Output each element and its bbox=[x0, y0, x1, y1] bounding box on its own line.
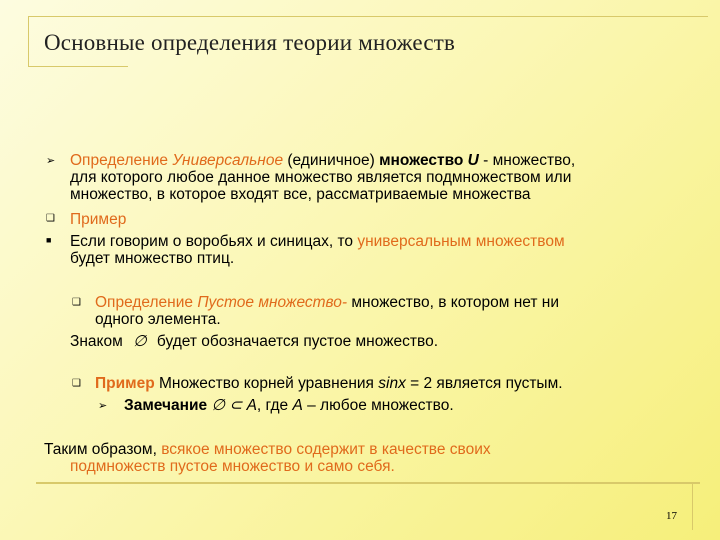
empty-rest: множество, в котором нет ни bbox=[347, 294, 560, 311]
hollow-square-bullet-icon: ❑ bbox=[72, 378, 81, 389]
universal-line2: для которого любое данное множество является подмножеством или bbox=[70, 168, 572, 186]
arrow-bullet-icon: ➢ bbox=[46, 155, 56, 167]
conclusion-start: Таким образом, bbox=[44, 441, 162, 458]
definition-label: Определение bbox=[70, 152, 169, 169]
empty-set-symbol: ∅ bbox=[133, 333, 147, 350]
remark-rest: , где bbox=[256, 397, 293, 414]
sign-start: Знаком bbox=[70, 333, 123, 350]
example-birds bbox=[70, 234, 700, 268]
empty-line2: одного элемента. bbox=[95, 310, 221, 328]
universal-term: Универсальное bbox=[172, 152, 284, 169]
set-word: множество bbox=[379, 152, 464, 169]
bottom-rule bbox=[36, 482, 700, 484]
birds-start: Если говорим о воробьях и синицах, то bbox=[70, 233, 358, 250]
remark-formula: ∅ ⊂ A bbox=[207, 397, 257, 414]
conclusion-highlight-2: подмножеств пустое множество и само себя. bbox=[70, 457, 395, 475]
example-label-1: Пример bbox=[70, 211, 127, 228]
title-underline bbox=[28, 66, 128, 67]
birds-line2: будет множество птиц. bbox=[70, 249, 235, 267]
universal-line3: множество, в которое входят все, рассматриваемые множества bbox=[70, 185, 531, 203]
page-number: 17 bbox=[666, 510, 677, 522]
filled-square-bullet-icon: ■ bbox=[46, 235, 52, 245]
sinx-term: sinx bbox=[378, 375, 406, 392]
arrow-bullet-icon: ➢ bbox=[98, 400, 108, 412]
universal-mid: (единичное) bbox=[283, 152, 380, 169]
right-rule bbox=[692, 482, 693, 530]
top-rule bbox=[28, 16, 708, 17]
u-symbol: U bbox=[463, 152, 479, 169]
example-text: Множество корней уравнения bbox=[154, 375, 379, 392]
definition-universal bbox=[70, 153, 700, 203]
conclusion bbox=[44, 442, 684, 476]
hollow-square-bullet-icon: ❑ bbox=[72, 297, 81, 308]
remark-end: – любое множество. bbox=[302, 397, 454, 414]
empty-sign-line bbox=[70, 334, 438, 351]
remark-a: A bbox=[292, 397, 303, 414]
left-rule bbox=[28, 16, 29, 66]
empty-set-term: Пустое множество- bbox=[197, 294, 348, 311]
hollow-square-bullet-icon: ❑ bbox=[46, 213, 55, 224]
definition-label-2: Определение bbox=[95, 294, 194, 311]
universal-rest: - множество, bbox=[478, 152, 576, 169]
definition-empty bbox=[95, 295, 695, 329]
example-end: = 2 является пустым. bbox=[405, 375, 563, 392]
page-title: Основные определения теории множеств bbox=[44, 30, 456, 55]
example-label-2: Пример bbox=[95, 375, 155, 392]
example-sinx bbox=[95, 376, 695, 393]
conclusion-highlight-1: всякое множество содержит в качестве своих bbox=[161, 441, 491, 458]
sign-end: будет обозначается пустое множество. bbox=[156, 333, 438, 350]
universal-set-highlight: универсальным множеством bbox=[357, 233, 565, 250]
remark-line bbox=[124, 398, 454, 415]
remark-label: Замечание bbox=[124, 397, 208, 414]
